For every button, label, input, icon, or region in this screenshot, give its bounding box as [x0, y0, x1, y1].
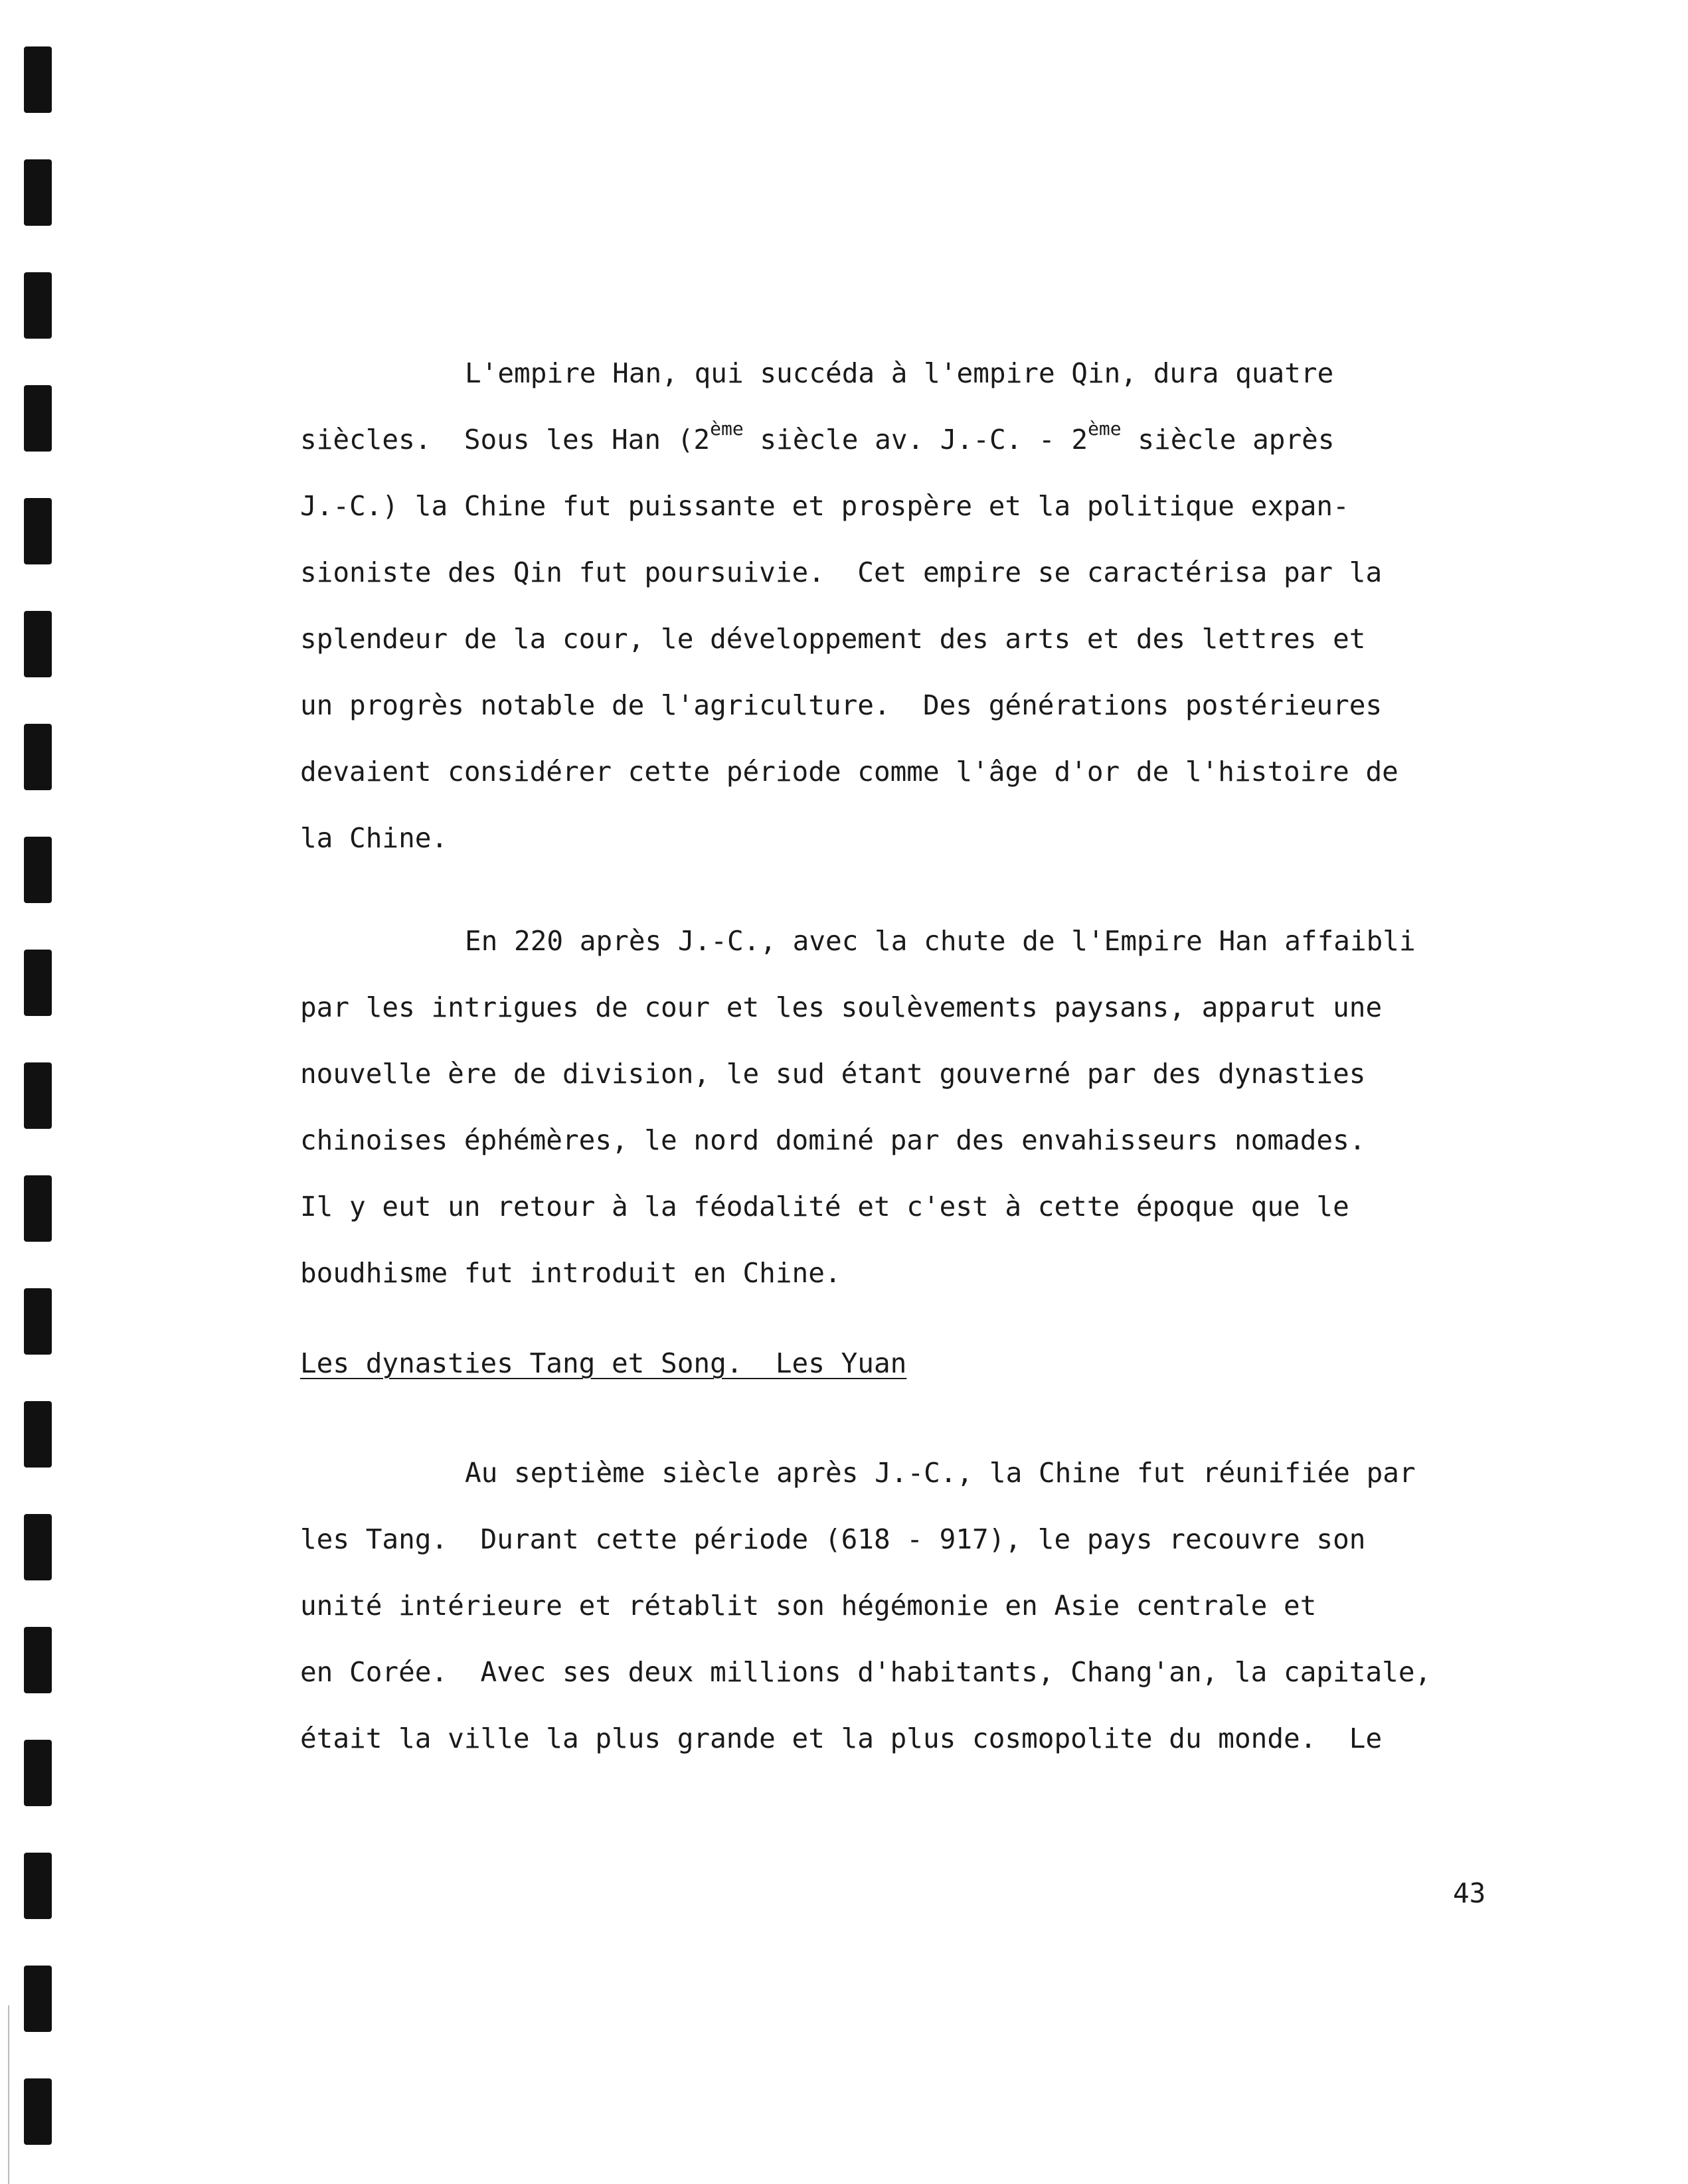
punch-hole	[24, 272, 52, 339]
scan-edge-line	[8, 2005, 9, 2184]
paragraph-2-line-1: En 220 après J.-C., avec la chute de l'Empire Han affaibli	[465, 925, 1416, 957]
section-heading: Les dynasties Tang et Song. Les Yuan	[300, 1347, 907, 1379]
paragraph-3-line-5: était la ville la plus grande et la plus cosmopolite du monde. Le	[300, 1722, 1383, 1754]
paragraph-2-line-4: chinoises éphémères, le nord dominé par des envahisseurs nomades.	[300, 1124, 1366, 1156]
punch-hole	[24, 611, 52, 677]
text-span: siècles. Sous les Han (2	[300, 424, 711, 456]
punch-hole	[24, 950, 52, 1016]
paragraph-1-line-2	[300, 418, 1335, 456]
punch-hole	[24, 1740, 52, 1806]
punch-hole-strip	[0, 0, 53, 2184]
superscript: ème	[1088, 418, 1122, 440]
paragraph-1-line-5: splendeur de la cour, le développement des arts et des lettres et	[300, 623, 1366, 655]
punch-hole	[24, 1514, 52, 1580]
paragraph-1-line-8: la Chine.	[300, 822, 448, 854]
punch-hole	[24, 1401, 52, 1468]
punch-hole	[24, 724, 52, 790]
paragraph-2-line-5: Il y eut un retour à la féodalité et c'est à cette époque que le	[300, 1191, 1349, 1222]
text-span: siècle après	[1121, 424, 1335, 456]
paragraph-2-line-6: boudhisme fut introduit en Chine.	[300, 1257, 841, 1289]
paragraph-3-line-1: Au septième siècle après J.-C., la Chine fut réunifiée par	[465, 1457, 1416, 1489]
paragraph-2-line-2: par les intrigues de cour et les soulèvements paysans, apparut une	[300, 991, 1383, 1023]
paragraph-1-line-6: un progrès notable de l'agriculture. Des générations postérieures	[300, 689, 1383, 721]
punch-hole	[24, 1853, 52, 1919]
paragraph-1-line-3: J.-C.) la Chine fut puissante et prospère et la politique expan-	[300, 490, 1349, 522]
punch-hole	[24, 46, 52, 113]
punch-hole	[24, 1062, 52, 1129]
paragraph-2-line-3: nouvelle ère de division, le sud étant gouverné par des dynasties	[300, 1058, 1366, 1090]
punch-hole	[24, 2078, 52, 2145]
punch-hole	[24, 1966, 52, 2032]
punch-hole	[24, 1175, 52, 1242]
superscript: ème	[710, 418, 744, 440]
punch-hole	[24, 159, 52, 226]
paragraph-3-line-4: en Corée. Avec ses deux millions d'habitants, Chang'an, la capitale,	[300, 1656, 1432, 1688]
paragraph-1-line-1: L'empire Han, qui succéda à l'empire Qin, dura quatre	[465, 357, 1334, 389]
punch-hole	[24, 498, 52, 564]
paragraph-1-line-7: devaient considérer cette période comme l'âge d'or de l'histoire de	[300, 756, 1398, 788]
punch-hole	[24, 837, 52, 903]
page-number: 43	[1453, 1877, 1486, 1909]
paragraph-3-line-3: unité intérieure et rétablit son hégémonie en Asie centrale et	[300, 1590, 1317, 1622]
punch-hole	[24, 1627, 52, 1693]
punch-hole	[24, 1288, 52, 1355]
text-span: siècle av. J.-C. - 2	[743, 424, 1088, 456]
paragraph-1-line-4: sioniste des Qin fut poursuivie. Cet empire se caractérisa par la	[300, 556, 1383, 588]
paragraph-3-line-2: les Tang. Durant cette période (618 - 917), le pays recouvre son	[300, 1523, 1366, 1555]
punch-hole	[24, 385, 52, 452]
